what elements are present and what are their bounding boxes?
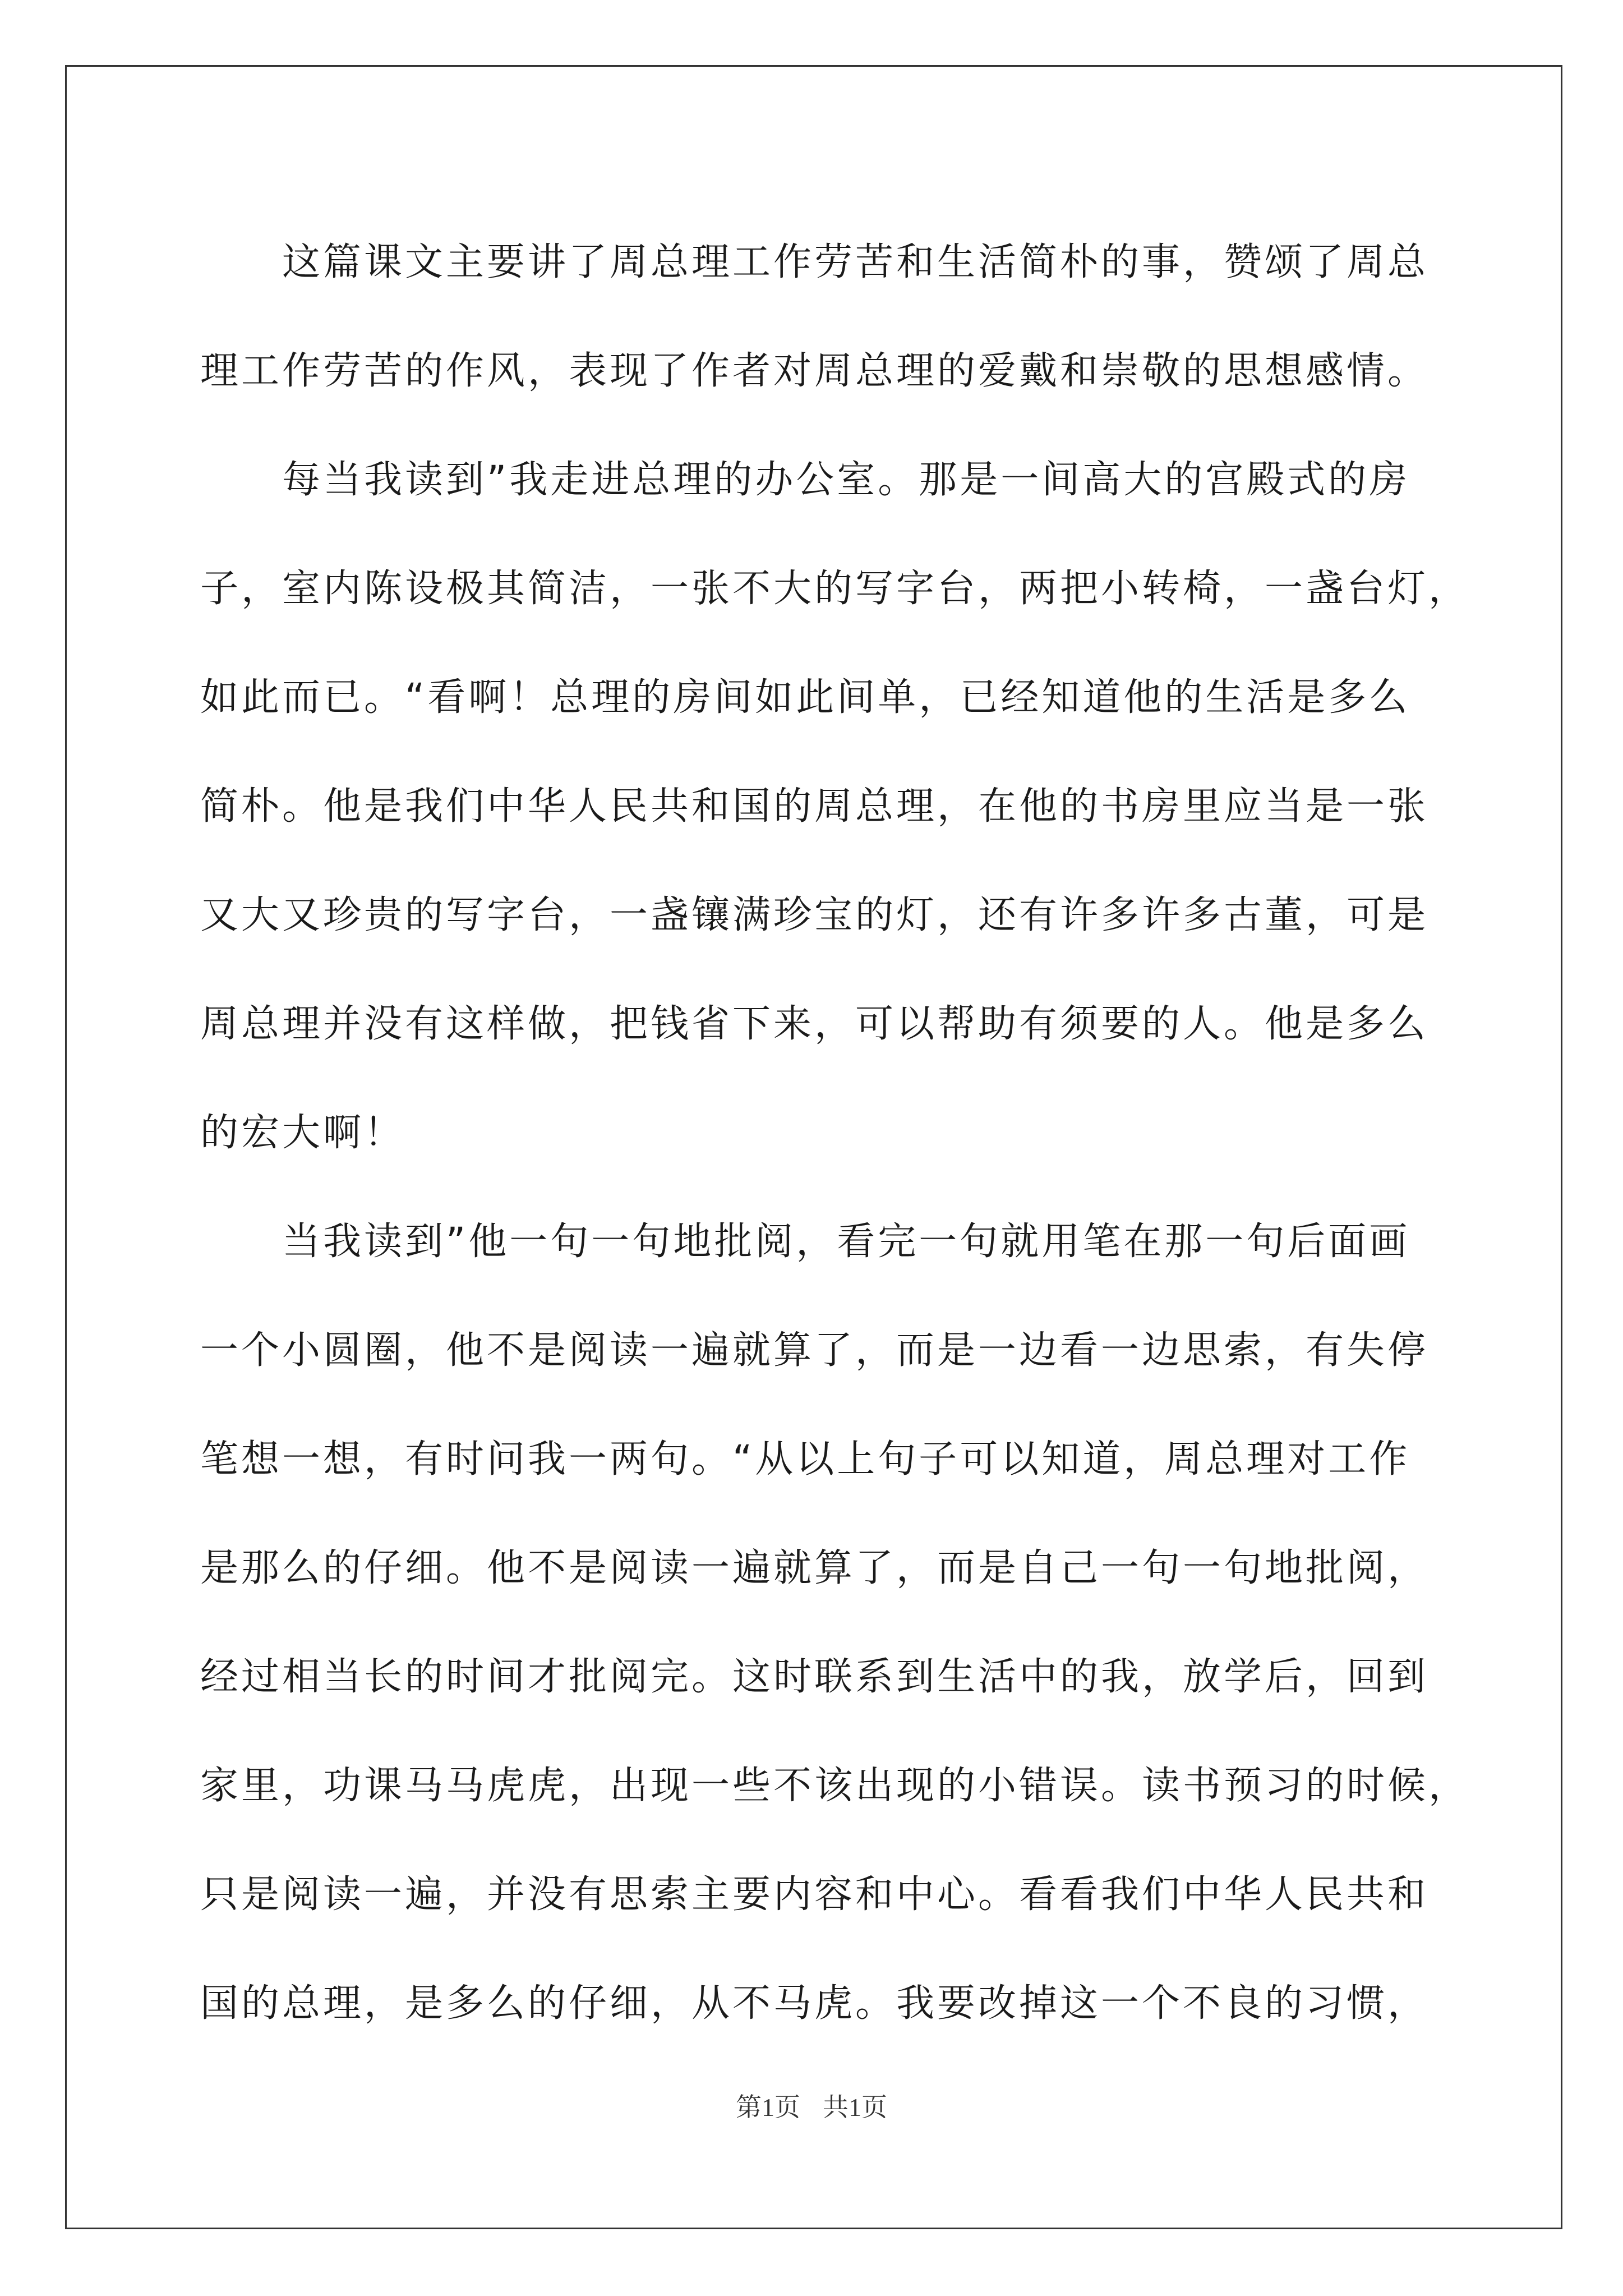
text-line: 理工作劳苦的作风，表现了作者对周总理的爱戴和崇敬的思想感情。	[200, 349, 1429, 393]
text-line: 是那么的仔细。他不是阅读一遍就算了，而是自己一句一句地批阅，	[200, 1546, 1429, 1590]
document-body	[200, 208, 1470, 2058]
page-number-current: 第1页	[736, 2093, 800, 2122]
text-line: 这篇课文主要讲了周总理工作劳苦和生活简朴的事，赞颂了周总	[200, 240, 1429, 284]
text-line: 如此而已。“看啊！总理的房间如此间单，已经知道他的生活是多么	[200, 675, 1410, 720]
text-line: 的宏大啊！	[200, 1111, 405, 1155]
page-footer	[0, 2087, 1623, 2124]
text-line: 国的总理，是多么的仔细，从不马虎。我要改掉这一个不良的习惯，	[200, 1981, 1429, 2026]
text-line: 子，室内陈设极其简洁，一张不大的写字台，两把小转椅，一盏台灯，	[200, 567, 1470, 611]
text-line: 经过相当长的时间才批阅完。这时联系到生活中的我，放学后，回到	[200, 1655, 1429, 1699]
text-line: 每当我读到”我走进总理的办公室。那是一间高大的宫殿式的房	[200, 458, 1410, 502]
text-line: 简朴。他是我们中华人民共和国的周总理，在他的书房里应当是一张	[200, 784, 1429, 829]
text-line: 家里，功课马马虎虎，出现一些不该出现的小错误。读书预习的时候，	[200, 1764, 1470, 1808]
text-line: 一个小圆圈，他不是阅读一遍就算了，而是一边看一边思索，有失停	[200, 1328, 1429, 1373]
text-line: 只是阅读一遍，并没有思索主要内容和中心。看看我们中华人民共和	[200, 1872, 1429, 1917]
page-number-total: 共1页	[823, 2093, 887, 2122]
text-line: 周总理并没有这样做，把钱省下来，可以帮助有须要的人。他是多么	[200, 1002, 1429, 1046]
text-line: 又大又珍贵的写字台，一盏镶满珍宝的灯，还有许多许多古董，可是	[200, 893, 1429, 937]
text-line: 当我读到”他一句一句地批阅，看完一句就用笔在那一句后面画	[200, 1220, 1410, 1264]
text-line: 笔想一想，有时问我一两句。“从以上句子可以知道，周总理对工作	[200, 1437, 1410, 1481]
